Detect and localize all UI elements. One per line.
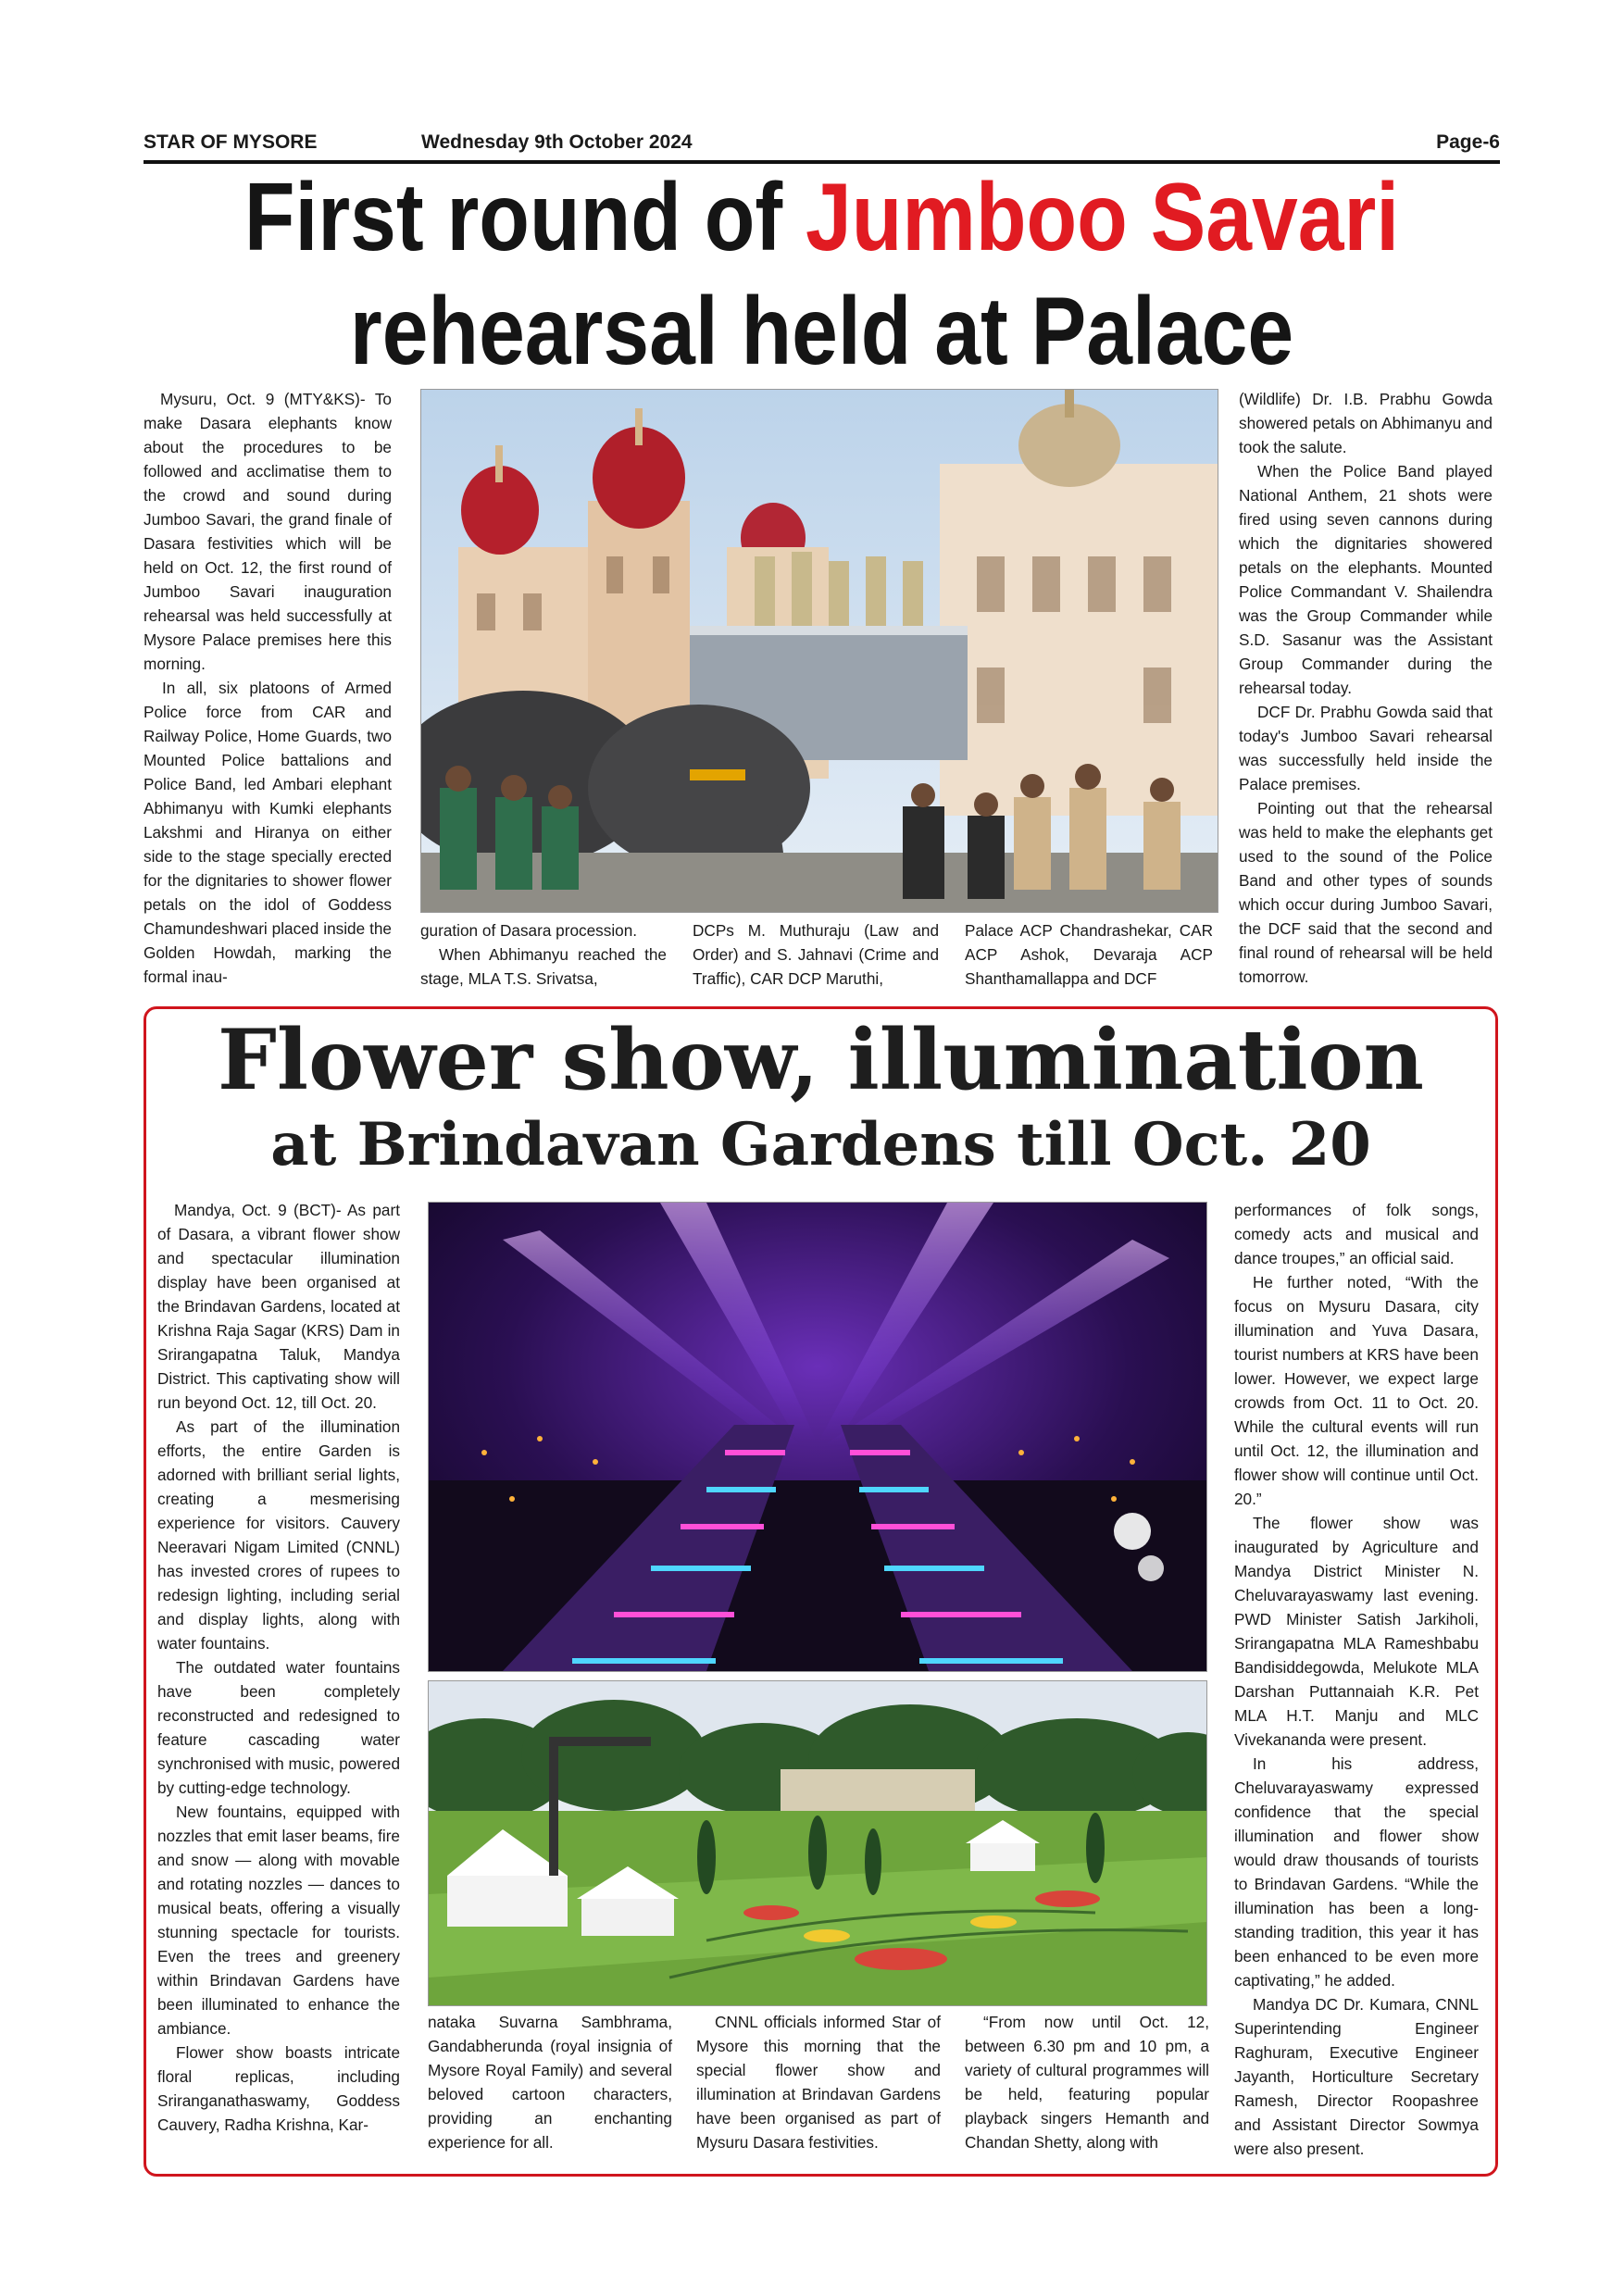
article2-col5-para: He further noted, “With the focus on Mysuru Dasara, city illumination and Yuva Dasara, tourist numbers at KRS have been lower. However, we expect large crowds from Oct. 11 to Oct. 20. While the cultural events will run until Oct. 12, the illumination and flower show will continue until Oct. 20.”: [1234, 1273, 1479, 1508]
article1-column-5: [1239, 387, 1493, 989]
article1-col5-para: Pointing out that the rehearsal was held to make the elephants get used to the sound of the Police Band and other types of sounds which occur during Jumboo Savari, the DCF said that the second and final round of rehearsal will be held tomorrow.: [1239, 799, 1493, 986]
article1-headline-part1: First round of: [244, 164, 806, 271]
article2-col5-para: The flower show was inaugurated by Agriculture and Mandya District Minister N. Cheluvarayaswamy last evening. PWD Minister Satish Jarkiholi, Srirangapatna MLA Rameshbabu Bandisiddegowda, Melukote MLA Darshan Puttannaiah K.R. Pet MLA H.T. Manju and MLC Vivekananda were present.: [1234, 1514, 1479, 1749]
article2-col1-para: The outdated water fountains have been completely reconstructed and redesigned to feature cascading water synchronised with music, powered by cutting-edge technology.: [157, 1658, 400, 1797]
masthead-page-number: Page-6: [1436, 131, 1500, 153]
article2-col3-para: CNNL officials informed Star of Mysore this morning that the special flower show and illumination at Brindavan Gardens have been organised as part of Mysuru Dasara festivities.: [696, 2013, 941, 2152]
article2-column-2: [428, 2010, 672, 2154]
palace-elephants-illustration: [421, 390, 1218, 912]
article1-col1-para: Mysuru, Oct. 9 (MTY&KS)- To make Dasara elephants know about the procedures to be followed and acclimatise them to the crowd and sound during Jumboo Savari, the grand finale of Dasara festivities which will be held on Oct. 12, the first round of Jumboo Savari inauguration rehearsal was held successfully at Mysore Palace premises here this morning.: [144, 390, 392, 673]
flower-show-illustration: [429, 1681, 1206, 2005]
article2-col1-para: As part of the illumination efforts, the entire Garden is adorned with brilliant serial lights, creating a mesmerising experience for visitors. Cauvery Neeravari Nigam Limited (CNNL) has invested crores of rupees to redesign lighting, including serial and display lights, along with water fountains.: [157, 1417, 400, 1653]
article1-column-2: [420, 918, 667, 991]
article2-column-5: [1234, 1198, 1479, 2161]
article2-headline-line2: at Brindavan Gardens till Oct. 20: [270, 1110, 1371, 1179]
masthead-paper-name: STAR OF MYSORE: [144, 131, 318, 153]
article2-col1-para: Mandya, Oct. 9 (BCT)- As part of Dasara, a vibrant flower show and spectacular illumination display have been organised at the Brindavan Gardens, located at Krishna Raja Sagar (KRS) Dam in Srirangapatna Taluk, Mandya District. This captivating show will run beyond Oct. 12, till Oct. 20.: [157, 1201, 400, 1412]
article2-col5-para: Mandya DC Dr. Kumara, CNNL Superintending Engineer Raghuram, Executive Engineer Jayanth, Horticulture Secretary Ramesh, Director Roopashree and Assistant Director Sowmya were also present.: [1234, 1995, 1479, 2158]
article1-column-1: [144, 387, 392, 989]
article2-column-3: [696, 2010, 941, 2154]
article2-col4-para: “From now until Oct. 12, between 6.30 pm and 10 pm, a variety of cultural programmes will be held, featuring popular playback singers Hemanth and Chandan Shetty, along with: [965, 2013, 1209, 2152]
article2-photo-illumination: [428, 1202, 1207, 1672]
article1-headline-line1: [239, 164, 1405, 271]
masthead-date: Wednesday 9th October 2024: [421, 131, 693, 153]
illuminated-steps-illustration: [429, 1203, 1206, 1671]
article2-col5-para: performances of folk songs, comedy acts and musical and dance troupes,” an official said.: [1234, 1201, 1479, 1267]
article1-col5-para: DCF Dr. Prabhu Gowda said that today's Jumboo Savari rehearsal was successfully held inside the Palace premises.: [1239, 703, 1493, 793]
article1-col2-para: When Abhimanyu reached the stage, MLA T.S. Srivatsa,: [420, 945, 667, 988]
article2-col1-para: New fountains, equipped with nozzles that emit laser beams, fire and snow — along with movable and rotating nozzles — dances to musical beats, offering a visually stunning spectacle for tourists. Even the trees and greenery within Brindavan Gardens have been illuminated to enhance the ambiance.: [157, 1803, 400, 2038]
article2-photo-flower-show: [428, 1680, 1207, 2006]
article1-headline-line2: rehearsal held at Palace: [349, 278, 1294, 385]
article2-column-4: [965, 2010, 1209, 2154]
article1-column-4: [965, 918, 1213, 991]
article1-col1-para: In all, six platoons of Armed Police force from CAR and Railway Police, Home Guards, two Mounted Police battalions and Police Band, led Ambari elephant Abhimanyu with Kumki elephants Lakshmi and Hiranya on either side to the stage specially erected for the dignitaries to shower flower petals on the idol of Goddess Chamundeshwari placed inside the Golden Howdah, marking the formal inau-: [144, 679, 392, 986]
article1-column-3: [693, 918, 939, 991]
article1-col2-para: guration of Dasara procession.: [420, 921, 638, 940]
article1-col3-para: DCPs M. Muthuraju (Law and Order) and S. Jahnavi (Crime and Traffic), CAR DCP Maruthi,: [693, 921, 939, 988]
article2-column-1: [157, 1198, 400, 2137]
article2-col5-para: In his address, Cheluvarayaswamy expressed confidence that the special illumination and flower show would draw thousands of tourists to Brindavan Gardens. “While the illumination has been a long-standing tradition, this year it has been enhanced to be even more captivating,” he added.: [1234, 1754, 1479, 1990]
article1-col5-para: (Wildlife) Dr. I.B. Prabhu Gowda showered petals on Abhimanyu and took the salute.: [1239, 390, 1493, 456]
article1-col5-para: When the Police Band played National Anthem, 21 shots were fired using seven cannons during which the dignitaries showered petals on the elephants. Mounted Police Commandant V. Shailendra was the Group Commander while S.D. Sasanur was the Assistant Group Commander during the rehearsal today.: [1239, 462, 1493, 697]
article1-photo: [420, 389, 1218, 913]
article1-headline-highlight: Jumboo Savari: [805, 164, 1400, 271]
article2-col2-para: nataka Suvarna Sambhrama, Gandabherunda (royal insignia of Mysore Royal Family) and several beloved cartoon characters, providing an enchanting experience for all.: [428, 2013, 672, 2152]
article2-headline-line1: Flower show, illumination: [218, 1011, 1424, 1109]
article2-col1-para: Flower show boasts intricate floral replicas, including Sriranganathaswamy, Goddess Cauvery, Radha Krishna, Kar-: [157, 2043, 400, 2134]
article1-col4-para: Palace ACP Chandrashekar, CAR ACP Ashok, Devaraja ACP Shanthamallappa and DCF: [965, 921, 1213, 988]
